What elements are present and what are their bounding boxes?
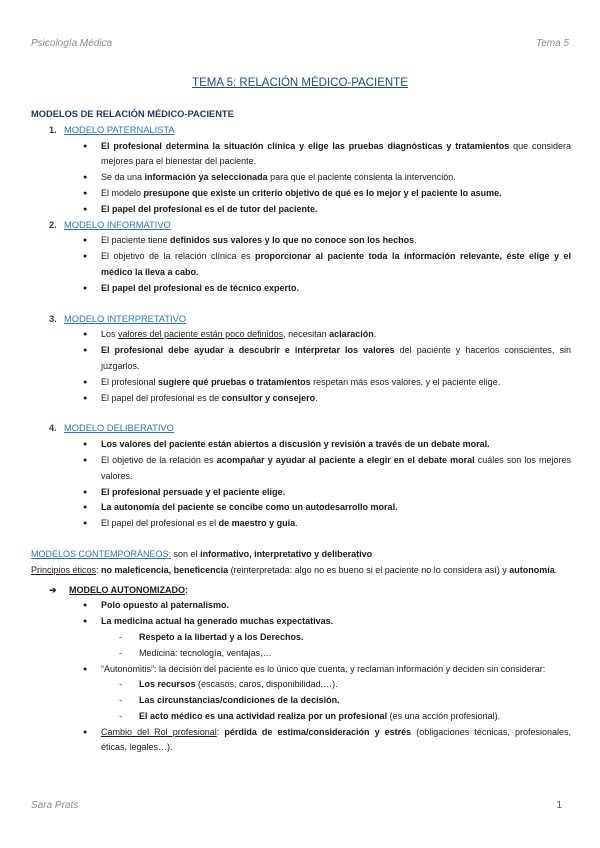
ethical-principles-line: Principios éticos: no maleficencia, beneficencia (reinterpretada: algo no es bueno si el paciente no lo considera así) y autonomía. [31, 564, 558, 575]
list-item: ● El profesional determina la situación clínica y elige las pruebas diagnósticas y tratamientos que considera mejores para el bienestar del paciente. [31, 139, 571, 171]
model-number: 2. [49, 219, 57, 230]
list-item: ● El papel del profesional es de consultor y consejero. [31, 391, 571, 407]
list-item: ● El objetivo de la relación es acompañar y ayudar al paciente a elegir en el debate moral cuáles son los mejores valores. [31, 453, 571, 485]
sub-list-item: - Medicina: tecnología, ventajas,… [31, 646, 571, 662]
model-number: 1. [49, 124, 57, 135]
list-item: ● El modelo presupone que existe un criterio objetivo de qué es lo mejor y el paciente lo asume. [31, 186, 571, 202]
list-item: ● El paciente tiene definidos sus valores y lo que no conoce son los hechos. [31, 233, 571, 249]
list-item: ● El objetivo de la relación clínica es proporcionar al paciente toda la información relevante, éste elige y el médico la lleva a cabo. [31, 249, 571, 281]
sub-list-item: - Los recursos (escasos, caros, disponibilidad,…). [31, 677, 571, 693]
list-item: ● La medicina actual ha generado muchas expectativas. [31, 614, 571, 630]
list-item: ● Se da una información ya seleccionada para que el paciente consienta la intervención. [31, 170, 571, 186]
page-title: TEMA 5: RELACIÓN MÉDICO-PACIENTE [192, 77, 408, 89]
model-number: 3. [49, 313, 57, 324]
contemporary-label: MODELOS CONTEMPORÁNEOS: [31, 548, 172, 559]
list-item: ● Cambio del Rol profesional: pérdida de estima/consideración y estrés (obligaciones técnicas, profesionales, éticas, legales…). [31, 725, 571, 757]
list-item: ● El profesional persuade y el paciente elige. [31, 485, 571, 501]
list-item: ● Polo opuesto al paternalismo. [31, 598, 571, 614]
model-number: 4. [49, 423, 57, 434]
model-heading-deliberativo [49, 421, 571, 437]
autonomized-model-heading: ➔ MODELO AUTONOMIZADO: [49, 583, 571, 599]
list-item: ● El profesional debe ayudar a descubrir e interpretar los valores del paciente y hacerlos conscientes, sin juzgarlos. [31, 343, 571, 375]
model-heading-interpretativo [49, 312, 571, 328]
footer-author: Sara Prats [31, 800, 79, 811]
list-item: ● El papel del profesional es de técnico experto. [31, 281, 571, 297]
model-name: MODELO INTERPRETATIVO [64, 313, 187, 324]
header-subject: Psicología Médica [31, 38, 113, 49]
page-number: 1 [556, 800, 562, 811]
model-name: MODELO PATERNALISTA [64, 124, 175, 135]
list-item: ● El profesional sugiere qué pruebas o tratamientos respetan más esos valores, y el paciente elige. [31, 375, 571, 391]
list-item: ● El papel del profesional es el de maestro y guía. [31, 516, 571, 532]
model-heading-paternalista [49, 123, 571, 139]
section-title: MODELOS DE RELACIÓN MÉDICO-PACIENTE [31, 109, 234, 119]
list-item: ● El papel del profesional es el de tutor del paciente. [31, 202, 571, 218]
document-body [31, 107, 571, 756]
sub-list-item: - Las circunstancias/condiciones de la decisión. [31, 693, 571, 709]
model-heading-informativo [49, 218, 571, 234]
list-item: ● La autonomía del paciente se concibe como un autodesarrollo moral. [31, 500, 571, 516]
model-name: MODELO INFORMATIVO [64, 219, 171, 230]
contemporary-models-line: MODELOS CONTEMPORÁNEOS: son el informativo, interpretativo y deliberativo [31, 548, 373, 559]
sub-list-item: - Respeto a la libertad y a los Derechos. [31, 630, 571, 646]
list-item: ● Los valores del paciente están abiertos a discusión y revisión a través de un debate moral. [31, 437, 571, 453]
list-item: ● Los valores del paciente están poco definidos, necesitan aclaración. [31, 327, 571, 343]
arrow-right-icon: ➔ [49, 584, 57, 595]
header-topic: Tema 5 [536, 38, 569, 49]
list-item: ● “Autonomitis”: la decisión del paciente es lo único que cuenta, y reclaman información y deciden sin considerar: [31, 662, 571, 678]
sub-list-item: - El acto médico es una actividad realiza por un profesional (es una acción profesional). [31, 709, 571, 725]
model-name: MODELO DELIBERATIVO [64, 423, 174, 434]
